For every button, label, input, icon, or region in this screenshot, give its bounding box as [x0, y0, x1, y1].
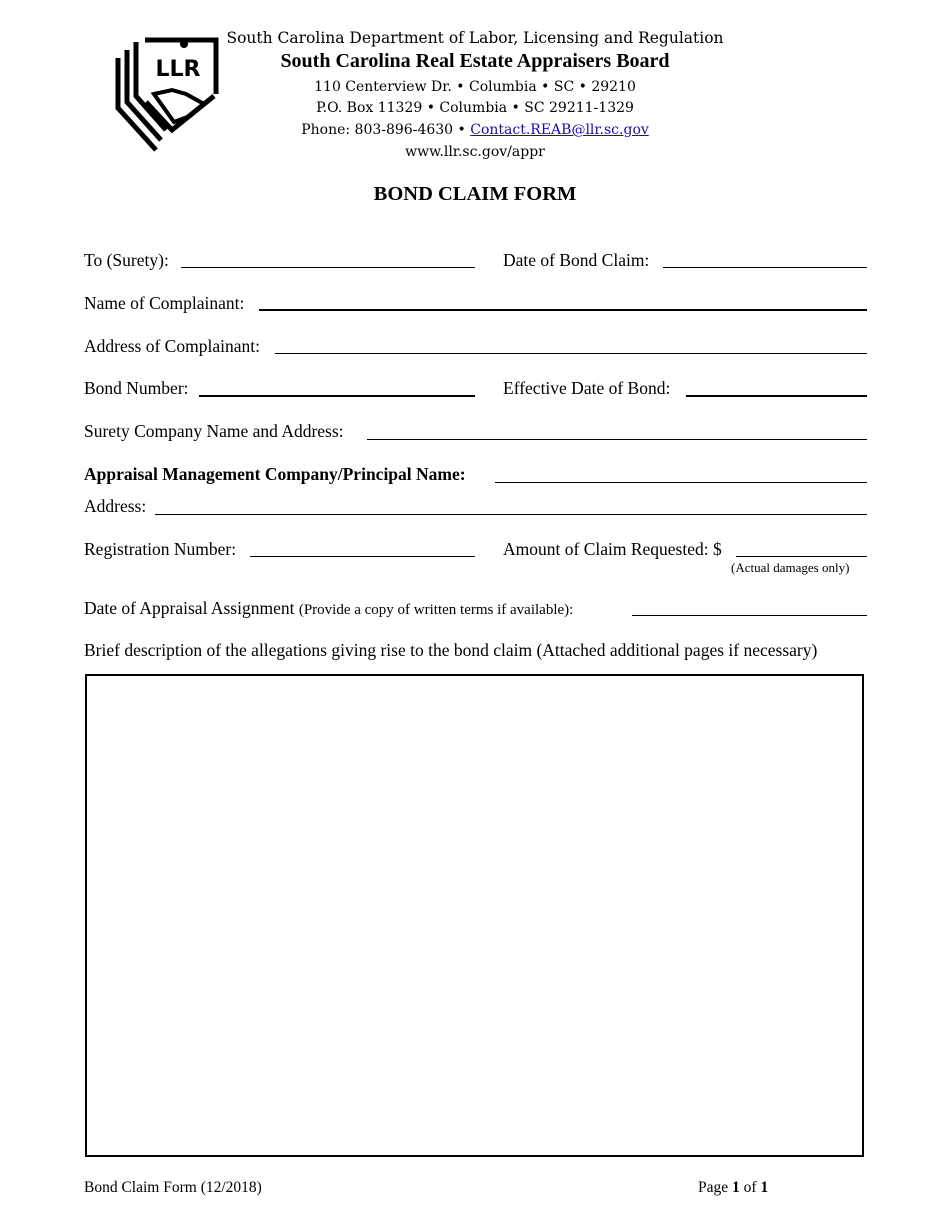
appraisal-date-label: [84, 598, 573, 620]
page-number: [698, 1179, 768, 1197]
surety-company-field[interactable]: [367, 439, 867, 440]
registration-number-label: Registration Number:: [84, 539, 237, 559]
effective-date-field[interactable]: [686, 395, 867, 397]
claim-amount-label: Amount of Claim Requested: $: [503, 539, 722, 559]
form-title: BOND CLAIM FORM: [373, 183, 577, 205]
street-address: 110 Centerview Dr. • Columbia • SC • 29210: [314, 79, 636, 95]
surety-company-label: Surety Company Name and Address:: [84, 421, 344, 441]
description-label: Brief description of the allegations giving rise to the bond claim (Attached additional pages if necessary): [84, 640, 818, 660]
page-total: 1: [760, 1179, 769, 1196]
form-version: Bond Claim Form (12/2018): [84, 1179, 262, 1196]
page-current: 1: [732, 1179, 740, 1196]
phone-text: Phone: 803-896-4630 •: [301, 122, 471, 138]
surety-field[interactable]: [181, 267, 475, 268]
website: www.llr.sc.gov/appr: [405, 144, 545, 160]
appraisal-date-note: (Provide a copy of written terms if available):: [298, 602, 574, 618]
logo-text: LLR: [155, 57, 201, 82]
claim-amount-note: (Actual damages only): [731, 560, 850, 575]
amc-address-label: Address:: [84, 496, 147, 516]
description-box[interactable]: [85, 674, 864, 1157]
email-link[interactable]: Contact.REAB@llr.sc.gov: [470, 122, 649, 138]
po-box-address: P.O. Box 11329 • Columbia • SC 29211-1329: [316, 100, 634, 116]
page-of: of: [739, 1179, 761, 1196]
department-name: South Carolina Department of Labor, Licensing and Regulation: [226, 29, 724, 47]
bond-number-field[interactable]: [199, 395, 475, 397]
appraisal-date-field[interactable]: [632, 615, 867, 616]
surety-label: To (Surety):: [84, 250, 169, 270]
page-word: Page: [698, 1179, 733, 1196]
bond-number-label: Bond Number:: [84, 378, 189, 398]
complainant-address-field[interactable]: [275, 353, 867, 354]
complainant-name-field[interactable]: [259, 309, 867, 311]
complainant-address-label: Address of Complainant:: [84, 336, 260, 356]
date-of-claim-label: Date of Bond Claim:: [503, 250, 650, 270]
effective-date-label: Effective Date of Bond:: [503, 378, 671, 398]
registration-number-field[interactable]: [250, 556, 475, 557]
complainant-name-label: Name of Complainant:: [84, 293, 245, 313]
date-of-claim-field[interactable]: [663, 267, 867, 268]
claim-amount-field[interactable]: [736, 556, 867, 557]
phone-line: [0, 122, 950, 138]
amc-address-field[interactable]: [155, 514, 867, 515]
board-name: South Carolina Real Estate Appraisers Board: [280, 50, 670, 72]
amc-name-label: Appraisal Management Company/Principal Name:: [84, 464, 466, 484]
appraisal-date-text: Date of Appraisal Assignment: [84, 598, 295, 618]
amc-name-field[interactable]: [495, 482, 867, 483]
